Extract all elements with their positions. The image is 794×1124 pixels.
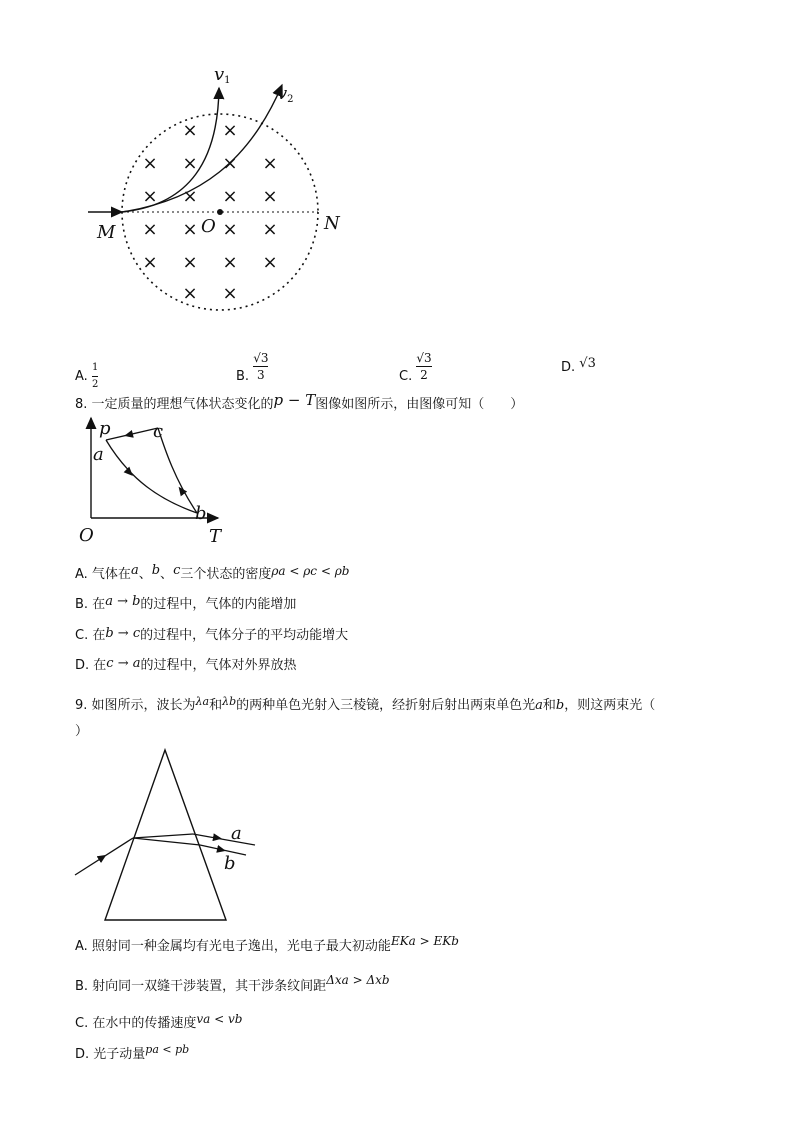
line-b-to-c (158, 428, 197, 513)
q8-option-A[interactable]: A. 气体在a、b、c三个状态的密度ρa < ρc < ρb (75, 563, 350, 582)
q9-option-A[interactable]: A. 照射同一种金属均有光电子逸出，光电子最大初动能EKa > EKb (75, 934, 459, 954)
field-cross: × (262, 219, 278, 240)
field-cross: × (142, 219, 158, 240)
ray-b-out (200, 845, 246, 855)
q9-option-B[interactable]: B. 射向同一双缝干涉装置，其干涉条纹间距Δxa > Δxb (75, 973, 390, 994)
field-cross: × (142, 186, 158, 207)
q9-stem-line2: ） (75, 724, 89, 739)
q8-stem: 8. 一定质量的理想气体状态变化的p − T图像如图所示，由图像可知（ ） (75, 391, 524, 412)
field-cross: × (182, 219, 198, 240)
field-cross: × (262, 153, 278, 174)
prism-figure (0, 745, 794, 925)
field-cross: × (222, 219, 238, 240)
q9-option-D[interactable]: D. 光子动量$^{pa < pb}$ (75, 1043, 190, 1062)
q8-option-B[interactable]: B. 在a → b的过程中，气体的内能增加 (75, 594, 297, 612)
trajectory-v1 (122, 88, 219, 212)
incident-ray (75, 838, 133, 875)
q8-option-D[interactable]: D. 在c → a的过程中，气体对外界放热 (75, 656, 297, 673)
graph-label-b: b (195, 503, 207, 524)
field-cross: × (182, 153, 198, 174)
field-cross: × (142, 252, 158, 273)
field-cross: × (222, 186, 238, 207)
graph-label-p: p (99, 418, 111, 439)
curve-a-to-b (106, 440, 197, 513)
field-cross: × (182, 186, 198, 207)
graph-label-a: a (93, 444, 104, 465)
graph-label-O: O (79, 525, 94, 546)
prism-label-b: b (224, 853, 236, 874)
triangular-prism (105, 750, 226, 920)
line-c-to-a (106, 428, 158, 440)
field-cross: × (182, 283, 198, 304)
q8-option-C[interactable]: C. 在b → c的过程中，气体分子的平均动能增大 (75, 626, 349, 643)
magnetic-field-figure (0, 0, 794, 330)
prism-label-a: a (231, 823, 242, 844)
field-cross: × (222, 120, 238, 141)
field-cross: × (182, 120, 198, 141)
option-B[interactable]: B. $\frac{√3}{3}$ (236, 351, 269, 384)
label-N: N (324, 213, 340, 234)
field-cross: × (262, 186, 278, 207)
ray-a-inside (133, 834, 193, 838)
q9-stem-line1: 9. 如图所示，波长为$^{\lambda a}$和$^{\lambda b}$的两种单色光射入三棱镜，经折射后射出两束单色光a和b，则这两束光（ (75, 695, 656, 713)
field-cross: × (222, 283, 238, 304)
field-cross: × (142, 153, 158, 174)
label-v2: $v_2$ (277, 83, 294, 105)
q9-option-C[interactable]: C. 在水中的传播速度va < vb (75, 1012, 243, 1031)
option-D[interactable]: D. √3 (561, 356, 596, 375)
option-A[interactable]: A. $\frac{1}{2}$ (75, 360, 98, 393)
field-cross: × (222, 153, 238, 174)
center-point-O (217, 209, 223, 215)
option-C[interactable]: C. $\frac{√3}{2}$ (399, 351, 432, 384)
graph-label-T: T (209, 526, 222, 547)
field-cross: × (182, 252, 198, 273)
graph-label-c: c (153, 421, 164, 442)
label-v1: $v_1$ (214, 64, 231, 86)
field-cross: × (222, 252, 238, 273)
ray-b-inside (133, 838, 200, 845)
label-M: M (97, 222, 116, 243)
field-cross: × (262, 252, 278, 273)
label-O: O (201, 216, 216, 237)
ray-a-out (193, 834, 255, 845)
p-T-graph (0, 410, 794, 550)
